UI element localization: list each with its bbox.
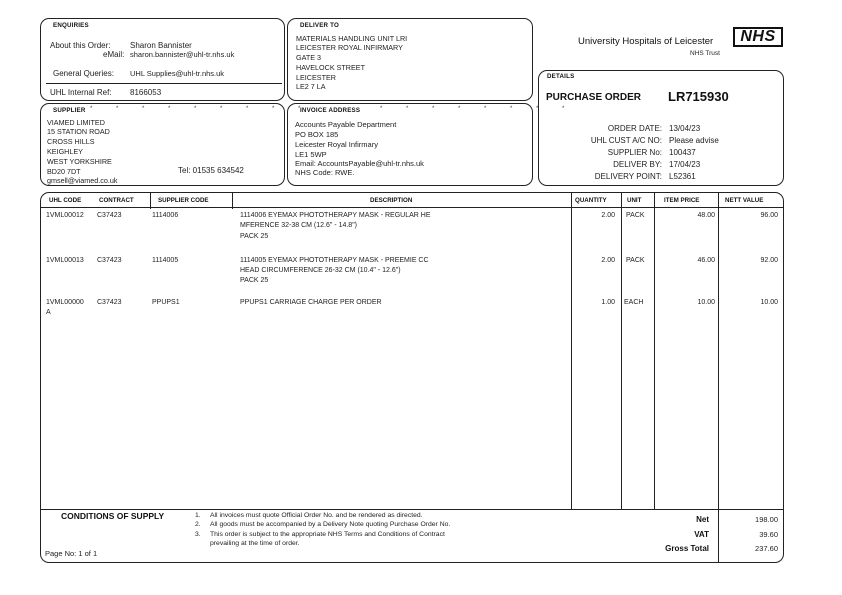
conditions-title: CONDITIONS OF SUPPLY [61,511,165,521]
col-divider [232,193,233,209]
deliver-line: GATE 3 [296,53,322,62]
col-uhl-code: UHL CODE [49,197,82,204]
email-label: eMail: [103,50,125,59]
condition-text: prevailing at the time of order. [210,540,300,547]
col-divider [621,193,622,510]
supplier-line: VIAMED LIMITED [47,118,105,127]
table-row-supplier-code: PPUPS1 [152,299,180,306]
invoice-line: NHS Code: RWE. [295,168,355,177]
col-description: DESCRIPTION [370,197,413,204]
deliver-by-value: 17/04/23 [669,160,701,169]
total-gross-value: 237.60 [755,544,778,553]
nhs-logo: NHS [733,27,783,47]
table-row-unit: PACK [626,257,645,264]
table-row-quantity: 2.00 [601,257,615,264]
condition-num: 1. [195,512,201,519]
col-divider [718,193,719,563]
header-dots: * * * * * * * * * [90,106,312,112]
supplier-line: 15 STATION ROAD [47,127,110,136]
supplier-line: BD20 7DT [47,167,81,176]
deliver-line: LEICESTER [296,73,336,82]
total-vat-value: 39.60 [759,530,778,539]
table-row-quantity: 1.00 [601,299,615,306]
table-row-unit: PACK [626,212,645,219]
invoice-line: PO BOX 185 [295,130,339,139]
table-row-nett-value: 10.00 [760,299,778,306]
condition-text: All invoices must quote Official Order No. and be rendered as directed. [210,512,423,519]
table-row-contract: C37423 [97,212,122,219]
col-quantity: QUANTITY [575,197,607,204]
invoice-line: LE1 5WP [295,150,327,159]
table-row-uhl-code: 1VML00012 [46,212,84,219]
table-row-uhl-code-cont: A [46,309,51,316]
po-number: LR715930 [668,89,729,104]
invoice-line: Email: AccountsPayable@uhl-tr.nhs.uk [295,159,424,168]
table-row-desc-line: PACK 25 [240,233,269,240]
col-contract: CONTRACT [99,197,134,204]
invoice-line: Accounts Payable Department [295,120,397,129]
table-row-desc-line: PPUPS1 CARRIAGE CHARGE PER ORDER [240,299,382,306]
table-row-unit: EACH [624,299,644,306]
general-queries-value: UHL Supplies@uhl-tr.nhs.uk [130,69,225,78]
col-divider [654,193,655,510]
supplier-line: gmsell@viamed.co.uk [47,176,118,185]
trust-subtitle: NHS Trust [690,50,720,57]
col-divider [571,193,572,510]
deliver-by-label: DELIVER BY: [613,160,662,169]
table-row-desc-line: HEAD CIRCUMFERENCE 26-32 CM (10.4" - 12.6") [240,267,401,274]
table-row-supplier-code: 1114006 [152,212,179,219]
supplier-no-value: 100437 [669,148,696,157]
table-row-item-price: 10.00 [697,299,715,306]
order-date-value: 13/04/23 [669,124,701,133]
col-divider [150,193,151,209]
total-net-value: 198.00 [755,515,778,524]
items-table [40,192,784,563]
condition-num: 2. [195,521,201,528]
table-row-contract: C37423 [97,299,122,306]
total-gross-label: Gross Total [665,544,709,553]
table-row-contract: C37423 [97,257,122,264]
supplier-heading: SUPPLIER [53,107,86,114]
table-row-uhl-code: 1VML00000 [46,299,84,306]
table-row-supplier-code: 1114005 [152,257,179,264]
col-supplier-code: SUPPLIER CODE [158,197,209,204]
po-label: PURCHASE ORDER [546,92,642,103]
email-value: sharon.bannister@uhl-tr.nhs.uk [130,50,235,59]
invoice-heading: INVOICE ADDRESS [300,107,361,114]
table-row-desc-line: 1114005 EYEMAX PHOTOTHERAPY MASK - PREEMIE CC [240,257,429,264]
invoice-line: Leicester Royal Infirmary [295,140,378,149]
table-row-desc-line: MFERENCE 32-38 CM (12.6" - 14.8") [240,222,358,229]
table-row-item-price: 48.00 [697,212,715,219]
enquiries-heading: ENQUIRIES [53,22,89,29]
trust-name: University Hospitals of Leicester [578,36,714,47]
supplier-line: WEST YORKSHIRE [47,157,112,166]
deliver-to-heading: DELIVER TO [300,22,340,29]
supplier-no-label: SUPPLIER No: [607,148,662,157]
delivery-point-value: L52361 [669,172,696,181]
delivery-point-label: DELIVERY POINT: [594,172,662,181]
deliver-line: LEICESTER ROYAL INFIRMARY [296,43,403,52]
table-footer-divider [41,509,783,510]
col-item-price: ITEM PRICE [664,197,700,204]
supplier-line: CROSS HILLS [47,137,95,146]
table-row-desc-line: PACK 25 [240,277,269,284]
supplier-line: KEIGHLEY [47,147,83,156]
table-row-item-price: 46.00 [697,257,715,264]
internal-ref-label: UHL Internal Ref: [50,88,112,97]
general-queries-label: General Queries: [53,69,114,78]
col-unit: UNIT [627,197,642,204]
header-dots: * * * * * * * * [380,106,576,112]
internal-ref-value: 8166053 [130,88,162,97]
table-row-nett-value: 96.00 [760,212,778,219]
deliver-line: LE2 7 LA [296,82,326,91]
about-order-value: Sharon Bannister [130,41,192,50]
details-heading: DETAILS [547,73,575,80]
total-vat-label: VAT [694,530,709,539]
supplier-tel: Tel: 01535 634542 [178,166,244,175]
page-number: Page No: 1 of 1 [45,549,98,558]
cust-ac-value: Please advise [669,136,719,145]
table-row-uhl-code: 1VML00013 [46,257,84,264]
enquiries-divider [46,83,282,84]
table-header-divider [41,207,783,208]
order-date-label: ORDER DATE: [607,124,662,133]
deliver-line: MATERIALS HANDLING UNIT LRI [296,34,408,43]
about-order-label: About this Order: [50,41,111,50]
condition-text: All goods must be accompanied by a Delivery Note quoting Purchase Order No. [210,521,451,528]
total-net-label: Net [696,515,709,524]
table-row-nett-value: 92.00 [760,257,778,264]
table-row-quantity: 2.00 [601,212,615,219]
col-nett-value: NETT VALUE [725,197,764,204]
condition-text: This order is subject to the appropriate NHS Terms and Conditions of Contract [210,531,445,538]
deliver-line: HAVELOCK STREET [296,63,365,72]
table-row-desc-line: 1114006 EYEMAX PHOTOTHERAPY MASK - REGULAR HE [240,212,431,219]
cust-ac-label: UHL CUST A/C NO: [590,136,662,145]
condition-num: 3. [195,531,201,538]
